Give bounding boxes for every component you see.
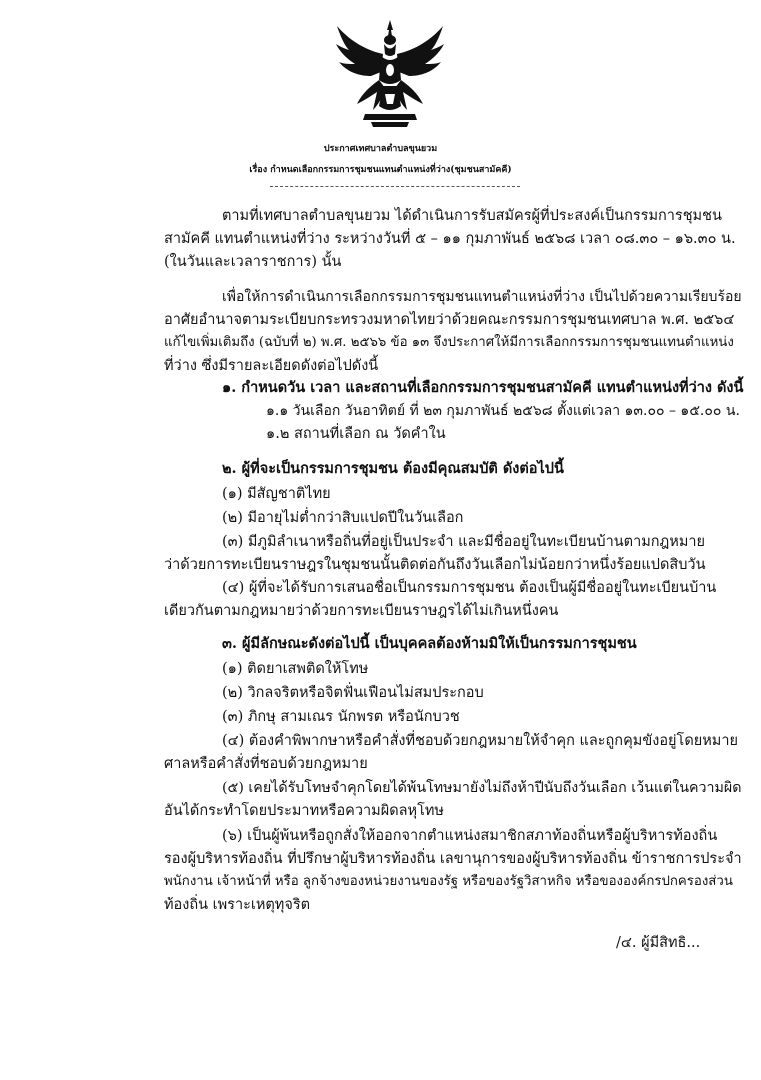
section-item: (๑) ติดยาเสพติดให้โทษ xyxy=(222,661,369,677)
section-item: ๑.๑ วันเลือก วันอาทิตย์ ที่ ๒๓ กุมภาพันธ์ ๒๕๖๘ ตั้งแต่เวลา ๑๓.๐๐ – ๑๕.๐๐ น. xyxy=(266,403,740,419)
section-item: ว่าด้วยการทะเบียนราษฎรในชุมชนนั้นติดต่อกันถึงวันเลือกไม่น้อยกว่าหนึ่งร้อยแปดสิบวัน xyxy=(164,557,706,573)
section-item: (๖) เป็นผู้พ้นหรือถูกสั่งให้ออกจากตำแหน่งสมาชิกสภาท้องถิ่นหรือผู้บริหารท้องถิ่น xyxy=(222,828,718,844)
purpose-line: เพื่อให้การดำเนินการเลือกกรรมการชุมชนแทนตำแหน่งที่ว่าง เป็นไปด้วยความเรียบร้อย xyxy=(222,289,742,305)
section-item: ๑.๒ สถานที่เลือก ณ วัดคำใน xyxy=(266,426,446,442)
section-item: (๑) มีสัญชาติไทย xyxy=(222,486,331,502)
purpose-line: อาศัยอำนาจตามระเบียบกระทรวงมหาดไทยว่าด้วยคณะกรรมการชุมชนเทศบาล พ.ศ. ๒๕๖๔ xyxy=(164,312,735,328)
section-item: ท้องถิ่น เพราะเหตุทุจริต xyxy=(164,897,311,913)
section-item: (๕) เคยได้รับโทษจำคุกโดยได้พ้นโทษมายังไม่ถึงห้าปีนับถึงวันเลือก เว้นแต่ในความผิด xyxy=(222,780,742,796)
continuation-marker: /๔. ผู้มีสิทธิ... xyxy=(616,935,701,951)
announcement-title: ประกาศเทศบาลตำบลขุนยวม xyxy=(323,144,438,154)
section-item: (๓) มีภูมิลำเนาหรือถิ่นที่อยู่เป็นประจำ และมีชื่ออยู่ในทะเบียนบ้านตามกฎหมาย xyxy=(222,534,706,550)
section-item: (๒) วิกลจริตหรือจิตฟั่นเฟือนไม่สมประกอบ xyxy=(222,685,484,701)
intro-line: ตามที่เทศบาลตำบลขุนยวม ได้ดำเนินการรับสมัครผู้ที่ประสงค์เป็นกรรมการชุมชน xyxy=(222,208,722,224)
section-item: รองผู้บริหารท้องถิ่น ที่ปรึกษาผู้บริหารท้องถิ่น เลขานุการของผู้บริหารท้องถิ่น ข้าราชการประจำ xyxy=(164,851,742,867)
section-item: (๒) มีอายุไม่ต่ำกว่าสิบแปดปีในวันเลือก xyxy=(222,510,464,526)
section-item: (๔) ต้องคำพิพากษาหรือคำสั่งที่ชอบด้วยกฎหมายให้จำคุก และถูกคุมขังอยู่โดยหมาย xyxy=(222,733,738,749)
section-item: พนักงาน เจ้าหน้าที่ หรือ ลูกจ้างของหน่วยงานของรัฐ หรือของรัฐวิสาหกิจ หรือขององค์กรปกครองส่วน xyxy=(164,874,733,889)
section-heading: ๑. กำหนดวัน เวลา และสถานที่เลือกกรรมการชุมชนสามัคคี แทนตำแหน่งที่ว่าง ดังนี้ xyxy=(222,379,744,396)
purpose-line: แก้ไขเพิ่มเติมถึง (ฉบับที่ ๒) พ.ศ. ๒๕๖๖ ข้อ ๑๓ จึงประกาศให้มีการเลือกกรรมการชุมชนแทนตำแหน่ง xyxy=(164,335,734,350)
intro-line: สามัคคี แทนตำแหน่งที่ว่าง ระหว่างวันที่ ๕ – ๑๑ กุมภาพันธ์ ๒๕๖๘ เวลา ๐๘.๓๐ – ๑๖.๓๐ น. xyxy=(164,231,736,247)
section-item: เดียวกันตามกฎหมายว่าด้วยการทะเบียนราษฎรได้ไม่เกินหนึ่งคน xyxy=(164,603,559,619)
section-heading: ๓. ผู้มีลักษณะดังต่อไปนี้ เป็นบุคคลต้องห้ามมิให้เป็นกรรมการชุมชน xyxy=(222,635,637,652)
section-item: (๓) ภิกษุ สามเณร นักพรต หรือนักบวช xyxy=(222,709,460,725)
header-divider xyxy=(270,186,520,187)
purpose-line: ที่ว่าง ซึ่งมีรายละเอียดดังต่อไปดังนี้ xyxy=(164,358,379,374)
section-item: ศาลหรือคำสั่งที่ชอบด้วยกฎหมาย xyxy=(164,756,368,772)
garuda-emblem-icon xyxy=(335,20,445,128)
section-item: (๔) ผู้ที่จะได้รับการเสนอชื่อเป็นกรรมการชุมชน ต้องเป็นผู้มีชื่ออยู่ในทะเบียนบ้าน xyxy=(222,580,717,596)
announcement-subject: เรื่อง กำหนดเลือกกรรมการชุมชนแทนตำแหน่งที่ว่าง(ชุมชนสามัคคี) xyxy=(249,165,512,175)
intro-line: (ในวันและเวลาราชการ) นั้น xyxy=(164,254,342,270)
section-item: อันได้กระทำโดยประมาทหรือความผิดลหุโทษ xyxy=(164,803,444,819)
section-heading: ๒. ผู้ที่จะเป็นกรรมการชุมชน ต้องมีคุณสมบัติ ดังต่อไปนี้ xyxy=(222,460,564,477)
